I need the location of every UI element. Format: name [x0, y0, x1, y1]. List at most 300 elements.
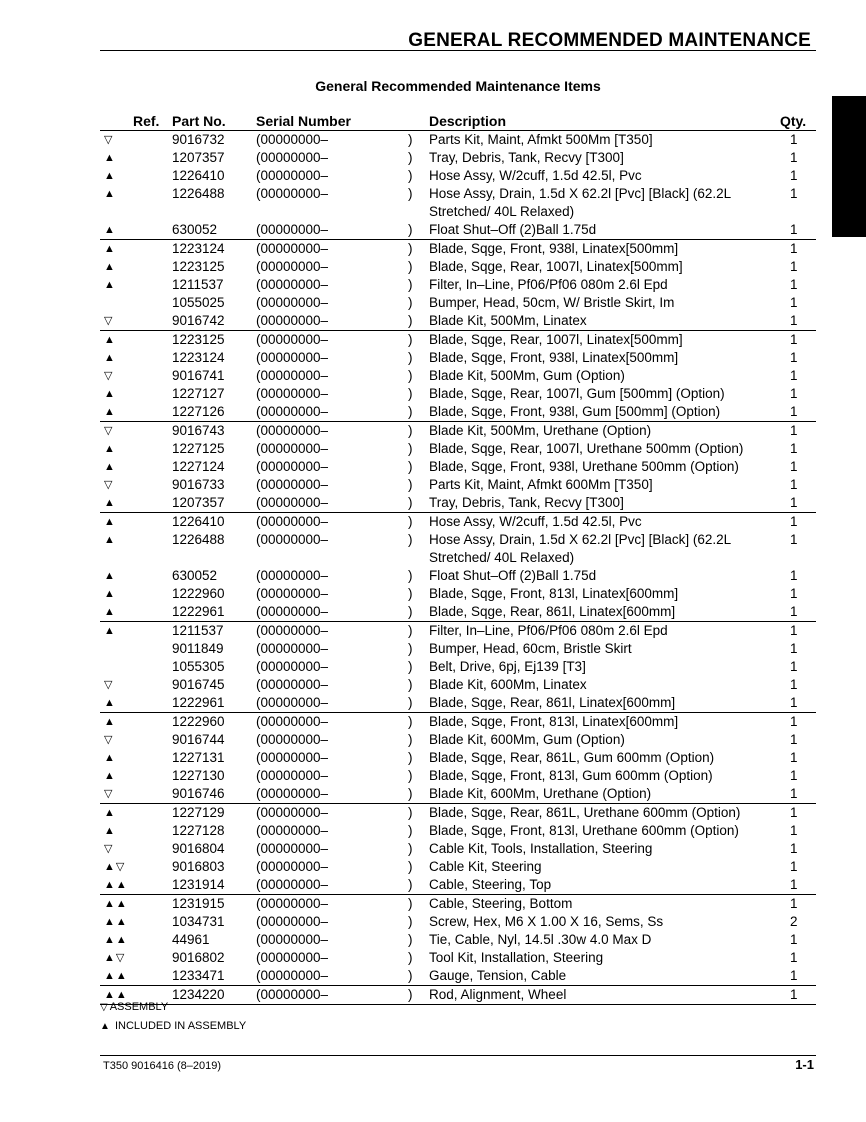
ref-symbol-icon: ▲	[104, 152, 116, 164]
table-row	[100, 149, 816, 167]
assembly-symbol-icon: ▽	[100, 1002, 108, 1013]
part-number: 1227131	[172, 750, 225, 765]
part-number: 1227125	[172, 441, 225, 456]
table-row	[100, 385, 816, 403]
part-number: 9016745	[172, 677, 225, 692]
part-number: 9016732	[172, 132, 225, 147]
part-number: 1227128	[172, 823, 225, 838]
quantity: 1	[790, 859, 798, 874]
quantity: 1	[790, 823, 798, 838]
serial-number: (00000000–	[256, 514, 329, 529]
description: Parts Kit, Maint, Afmkt 600Mm [T350]	[429, 477, 653, 492]
page-header-title: GENERAL RECOMMENDED MAINTENANCE	[408, 30, 811, 51]
quantity: 1	[790, 350, 798, 365]
quantity: 1	[790, 532, 798, 547]
table-row	[100, 894, 816, 913]
quantity: 1	[790, 313, 798, 328]
serial-number: (00000000–	[256, 259, 329, 274]
quantity: 1	[790, 968, 798, 983]
description: Hose Assy, W/2cuff, 1.5d 42.5l, Pvc	[429, 514, 642, 529]
part-number: 1227126	[172, 404, 225, 419]
serial-number: (00000000–	[256, 750, 329, 765]
table-row	[100, 640, 816, 658]
description: Blade, Sqge, Front, 813l, Urethane 600mm (Option)	[429, 823, 739, 838]
ref-symbol-icon: ▽	[104, 315, 114, 327]
table-row	[100, 531, 816, 567]
serial-close-paren: )	[408, 441, 413, 456]
quantity: 1	[790, 987, 798, 1002]
part-number: 1226410	[172, 514, 225, 529]
quantity: 1	[790, 222, 798, 237]
included-symbol-icon: ▲	[100, 1021, 110, 1032]
col-header-ref: Ref.	[133, 113, 160, 129]
ref-symbol-icon: ▲	[104, 625, 116, 637]
quantity: 1	[790, 586, 798, 601]
part-number: 1227124	[172, 459, 225, 474]
table-row	[100, 440, 816, 458]
table-row	[100, 512, 816, 531]
quantity: 1	[790, 950, 798, 965]
description: Hose Assy, Drain, 1.5d X 62.2l [Pvc] [Black] (62.2L Stretched/ 40L Relaxed)	[429, 532, 731, 565]
serial-number: (00000000–	[256, 441, 329, 456]
table-row	[100, 694, 816, 712]
part-number: 9016804	[172, 841, 225, 856]
legend	[100, 998, 246, 1036]
serial-number: (00000000–	[256, 186, 329, 201]
description: Blade, Sqge, Front, 813l, Linatex[600mm]	[429, 586, 679, 601]
parts-table	[100, 111, 816, 1005]
part-number: 1223125	[172, 332, 225, 347]
part-number: 1223124	[172, 241, 225, 256]
table-row	[100, 858, 816, 876]
serial-close-paren: )	[408, 750, 413, 765]
quantity: 1	[790, 495, 798, 510]
part-number: 9016802	[172, 950, 225, 965]
quantity: 2	[790, 914, 798, 929]
quantity: 1	[790, 423, 798, 438]
part-number: 1222961	[172, 604, 225, 619]
quantity: 1	[790, 768, 798, 783]
description: Float Shut–Off (2)Ball 1.75d	[429, 222, 597, 237]
description: Float Shut–Off (2)Ball 1.75d	[429, 568, 597, 583]
ref-symbol-icon: ▲▲	[104, 934, 128, 946]
serial-close-paren: )	[408, 459, 413, 474]
quantity: 1	[790, 186, 798, 201]
part-number: 1233471	[172, 968, 225, 983]
ref-symbol-icon: ▲▲	[104, 916, 128, 928]
serial-number: (00000000–	[256, 695, 329, 710]
quantity: 1	[790, 404, 798, 419]
serial-number: (00000000–	[256, 859, 329, 874]
part-number: 1231915	[172, 896, 225, 911]
serial-number: (00000000–	[256, 477, 329, 492]
serial-close-paren: )	[408, 386, 413, 401]
description: Blade Kit, 500Mm, Linatex	[429, 313, 587, 328]
table-row	[100, 621, 816, 640]
description: Blade, Sqge, Front, 813l, Linatex[600mm]	[429, 714, 679, 729]
description: Blade, Sqge, Front, 938l, Gum [500mm] (Option)	[429, 404, 721, 419]
table-row	[100, 603, 816, 621]
ref-symbol-icon: ▲	[104, 497, 116, 509]
table-row	[100, 712, 816, 731]
ref-symbol-icon: ▽	[104, 734, 114, 746]
quantity: 1	[790, 786, 798, 801]
quantity: 1	[790, 150, 798, 165]
serial-number: (00000000–	[256, 404, 329, 419]
ref-symbol-icon: ▲	[104, 807, 116, 819]
serial-number: (00000000–	[256, 968, 329, 983]
serial-close-paren: )	[408, 150, 413, 165]
serial-close-paren: )	[408, 859, 413, 874]
serial-number: (00000000–	[256, 313, 329, 328]
table-row	[100, 876, 816, 894]
quantity: 1	[790, 714, 798, 729]
quantity: 1	[790, 459, 798, 474]
col-header-serial-number: Serial Number	[256, 113, 351, 129]
table-row	[100, 967, 816, 985]
legend-assembly	[100, 998, 246, 1017]
part-number: 1234220	[172, 987, 225, 1002]
table-row	[100, 421, 816, 440]
ref-symbol-icon: ▲	[104, 570, 116, 582]
serial-number: (00000000–	[256, 332, 329, 347]
quantity: 1	[790, 277, 798, 292]
quantity: 1	[790, 332, 798, 347]
serial-close-paren: )	[408, 805, 413, 820]
footer-page-number: 1-1	[795, 1057, 814, 1072]
serial-number: (00000000–	[256, 623, 329, 638]
description: Blade, Sqge, Front, 813l, Gum 600mm (Option)	[429, 768, 713, 783]
serial-close-paren: )	[408, 332, 413, 347]
description: Hose Assy, Drain, 1.5d X 62.2l [Pvc] [Black] (62.2L Stretched/ 40L Relaxed)	[429, 186, 731, 219]
serial-number: (00000000–	[256, 459, 329, 474]
serial-number: (00000000–	[256, 586, 329, 601]
quantity: 1	[790, 386, 798, 401]
ref-symbol-icon: ▲	[104, 461, 116, 473]
serial-close-paren: )	[408, 313, 413, 328]
serial-number: (00000000–	[256, 295, 329, 310]
ref-symbol-icon: ▲	[104, 588, 116, 600]
ref-symbol-icon: ▲	[104, 697, 116, 709]
footer-rule	[100, 1055, 816, 1056]
description: Bumper, Head, 50cm, W/ Bristle Skirt, Im	[429, 295, 675, 310]
section-tab-marker	[832, 96, 866, 237]
part-number: 1227129	[172, 805, 225, 820]
quantity: 1	[790, 641, 798, 656]
serial-close-paren: )	[408, 423, 413, 438]
ref-symbol-icon: ▲	[104, 825, 116, 837]
part-number: 1226488	[172, 186, 225, 201]
ref-symbol-icon: ▲	[104, 443, 116, 455]
part-number: 1055305	[172, 659, 225, 674]
description: Bumper, Head, 60cm, Bristle Skirt	[429, 641, 632, 656]
description: Rod, Alignment, Wheel	[429, 987, 567, 1002]
part-number: 9016742	[172, 313, 225, 328]
serial-number: (00000000–	[256, 823, 329, 838]
description: Blade Kit, 600Mm, Urethane (Option)	[429, 786, 652, 801]
serial-close-paren: )	[408, 641, 413, 656]
table-row	[100, 931, 816, 949]
serial-number: (00000000–	[256, 932, 329, 947]
header-rule	[100, 50, 816, 51]
serial-close-paren: )	[408, 532, 413, 547]
serial-close-paren: )	[408, 896, 413, 911]
description: Cable Kit, Tools, Installation, Steering	[429, 841, 653, 856]
section-title: General Recommended Maintenance Items	[315, 78, 601, 94]
ref-symbol-icon: ▲	[104, 170, 116, 182]
description: Cable, Steering, Bottom	[429, 896, 573, 911]
ref-symbol-icon: ▽	[104, 479, 114, 491]
serial-close-paren: )	[408, 259, 413, 274]
description: Blade, Sqge, Front, 938l, Linatex[500mm]	[429, 350, 679, 365]
serial-number: (00000000–	[256, 950, 329, 965]
serial-number: (00000000–	[256, 132, 329, 147]
serial-close-paren: )	[408, 768, 413, 783]
ref-symbol-icon: ▲▽	[104, 952, 126, 964]
ref-symbol-icon: ▲	[104, 279, 116, 291]
footer-document-id: T350 9016416 (8–2019)	[103, 1060, 222, 1072]
part-number: 9016744	[172, 732, 225, 747]
quantity: 1	[790, 477, 798, 492]
table-header	[100, 111, 816, 130]
quantity: 1	[790, 514, 798, 529]
description: Tray, Debris, Tank, Recvy [T300]	[429, 150, 624, 165]
serial-close-paren: )	[408, 495, 413, 510]
part-number: 1227130	[172, 768, 225, 783]
description: Cable Kit, Steering	[429, 859, 542, 874]
serial-number: (00000000–	[256, 987, 329, 1002]
description: Cable, Steering, Top	[429, 877, 552, 892]
serial-close-paren: )	[408, 714, 413, 729]
table-row	[100, 367, 816, 385]
table-row	[100, 330, 816, 349]
description: Gauge, Tension, Cable	[429, 968, 567, 983]
ref-symbol-icon: ▲	[104, 752, 116, 764]
serial-number: (00000000–	[256, 368, 329, 383]
serial-number: (00000000–	[256, 896, 329, 911]
quantity: 1	[790, 896, 798, 911]
serial-number: (00000000–	[256, 423, 329, 438]
description: Tool Kit, Installation, Steering	[429, 950, 604, 965]
description: Blade, Sqge, Rear, 861L, Gum 600mm (Option)	[429, 750, 715, 765]
description: Blade, Sqge, Rear, 1007l, Gum [500mm] (Option)	[429, 386, 725, 401]
serial-close-paren: )	[408, 241, 413, 256]
description: Blade, Sqge, Rear, 1007l, Linatex[500mm]	[429, 259, 683, 274]
ref-symbol-icon: ▲	[104, 334, 116, 346]
table-row	[100, 294, 816, 312]
description: Blade, Sqge, Rear, 1007l, Urethane 500mm (Option)	[429, 441, 744, 456]
ref-symbol-icon: ▲	[104, 243, 116, 255]
ref-symbol-icon: ▽	[104, 788, 114, 800]
part-number: 1207357	[172, 495, 225, 510]
quantity: 1	[790, 877, 798, 892]
serial-number: (00000000–	[256, 877, 329, 892]
part-number: 1227127	[172, 386, 225, 401]
serial-close-paren: )	[408, 950, 413, 965]
ref-symbol-icon: ▲	[104, 388, 116, 400]
ref-symbol-icon: ▲	[104, 516, 116, 528]
ref-symbol-icon: ▲▲	[104, 898, 128, 910]
description: Blade, Sqge, Rear, 861l, Linatex[600mm]	[429, 604, 676, 619]
description: Filter, In–Line, Pf06/Pf06 080m 2.6l Epd	[429, 277, 668, 292]
quantity: 1	[790, 132, 798, 147]
table-row	[100, 312, 816, 330]
part-number: 1231914	[172, 877, 225, 892]
ref-symbol-icon: ▽	[104, 425, 114, 437]
description: Blade, Sqge, Rear, 1007l, Linatex[500mm]	[429, 332, 683, 347]
serial-close-paren: )	[408, 514, 413, 529]
quantity: 1	[790, 732, 798, 747]
serial-number: (00000000–	[256, 568, 329, 583]
serial-close-paren: )	[408, 841, 413, 856]
ref-symbol-icon: ▽	[104, 679, 114, 691]
table-row	[100, 803, 816, 822]
description: Filter, In–Line, Pf06/Pf06 080m 2.6l Epd	[429, 623, 668, 638]
quantity: 1	[790, 805, 798, 820]
table-row	[100, 185, 816, 221]
serial-number: (00000000–	[256, 841, 329, 856]
serial-number: (00000000–	[256, 241, 329, 256]
part-number: 1211537	[172, 277, 224, 292]
serial-number: (00000000–	[256, 222, 329, 237]
ref-symbol-icon: ▲	[104, 352, 116, 364]
serial-close-paren: )	[408, 932, 413, 947]
table-row	[100, 276, 816, 294]
table-row	[100, 676, 816, 694]
ref-symbol-icon: ▲	[104, 406, 116, 418]
serial-number: (00000000–	[256, 168, 329, 183]
ref-symbol-icon: ▲	[104, 224, 116, 236]
description: Blade Kit, 500Mm, Urethane (Option)	[429, 423, 652, 438]
part-number: 1222960	[172, 714, 225, 729]
part-number: 1207357	[172, 150, 225, 165]
serial-number: (00000000–	[256, 732, 329, 747]
ref-symbol-icon: ▲	[104, 261, 116, 273]
serial-number: (00000000–	[256, 714, 329, 729]
quantity: 1	[790, 677, 798, 692]
quantity: 1	[790, 841, 798, 856]
serial-number: (00000000–	[256, 350, 329, 365]
serial-close-paren: )	[408, 823, 413, 838]
description: Blade, Sqge, Rear, 861L, Urethane 600mm (Option)	[429, 805, 741, 820]
legend-included-text: INCLUDED IN ASSEMBLY	[114, 1020, 247, 1032]
part-number: 1226410	[172, 168, 225, 183]
serial-close-paren: )	[408, 568, 413, 583]
table-row	[100, 258, 816, 276]
serial-close-paren: )	[408, 350, 413, 365]
quantity: 1	[790, 368, 798, 383]
ref-symbol-icon: ▲	[104, 716, 116, 728]
table-body	[100, 131, 816, 1004]
table-row	[100, 567, 816, 585]
serial-close-paren: )	[408, 222, 413, 237]
serial-number: (00000000–	[256, 150, 329, 165]
table-row	[100, 239, 816, 258]
description: Blade, Sqge, Rear, 861l, Linatex[600mm]	[429, 695, 676, 710]
quantity: 1	[790, 623, 798, 638]
serial-close-paren: )	[408, 968, 413, 983]
serial-number: (00000000–	[256, 677, 329, 692]
serial-close-paren: )	[408, 586, 413, 601]
ref-symbol-icon: ▽	[104, 370, 114, 382]
ref-symbol-icon: ▲	[104, 534, 116, 546]
description: Belt, Drive, 6pj, Ej139 [T3]	[429, 659, 586, 674]
serial-close-paren: )	[408, 914, 413, 929]
table-row	[100, 913, 816, 931]
legend-assembly-text: ASSEMBLY	[109, 1001, 169, 1013]
ref-symbol-icon: ▲▲	[104, 970, 128, 982]
serial-close-paren: )	[408, 677, 413, 692]
serial-close-paren: )	[408, 295, 413, 310]
table-row	[100, 221, 816, 239]
serial-close-paren: )	[408, 786, 413, 801]
serial-number: (00000000–	[256, 914, 329, 929]
table-row	[100, 731, 816, 749]
description: Parts Kit, Maint, Afmkt 500Mm [T350]	[429, 132, 653, 147]
quantity: 1	[790, 441, 798, 456]
table-row	[100, 131, 816, 149]
table-row	[100, 822, 816, 840]
quantity: 1	[790, 168, 798, 183]
serial-number: (00000000–	[256, 604, 329, 619]
part-number: 9016743	[172, 423, 225, 438]
part-number: 44961	[172, 932, 210, 947]
part-number: 9016733	[172, 477, 225, 492]
part-number: 1222961	[172, 695, 225, 710]
part-number: 630052	[172, 568, 218, 583]
quantity: 1	[790, 604, 798, 619]
legend-included	[100, 1017, 246, 1036]
quantity: 1	[790, 241, 798, 256]
table-row	[100, 949, 816, 967]
table-row	[100, 167, 816, 185]
serial-number: (00000000–	[256, 277, 329, 292]
part-number: 9016746	[172, 786, 225, 801]
serial-close-paren: )	[408, 659, 413, 674]
serial-number: (00000000–	[256, 532, 329, 547]
part-number: 9016803	[172, 859, 225, 874]
serial-close-paren: )	[408, 604, 413, 619]
table-row	[100, 349, 816, 367]
ref-symbol-icon: ▲	[104, 770, 116, 782]
table-row	[100, 658, 816, 676]
serial-close-paren: )	[408, 368, 413, 383]
ref-symbol-icon: ▲	[104, 606, 116, 618]
part-number: 1211537	[172, 623, 224, 638]
serial-close-paren: )	[408, 132, 413, 147]
serial-close-paren: )	[408, 877, 413, 892]
description: Screw, Hex, M6 X 1.00 X 16, Sems, Ss	[429, 914, 664, 929]
serial-number: (00000000–	[256, 805, 329, 820]
serial-close-paren: )	[408, 168, 413, 183]
col-header-part-no: Part No.	[172, 113, 226, 129]
description: Blade Kit, 600Mm, Gum (Option)	[429, 732, 625, 747]
serial-close-paren: )	[408, 277, 413, 292]
table-row	[100, 494, 816, 512]
table-row	[100, 476, 816, 494]
part-number: 1223124	[172, 350, 225, 365]
ref-symbol-icon: ▽	[104, 134, 114, 146]
serial-close-paren: )	[408, 186, 413, 201]
serial-number: (00000000–	[256, 786, 329, 801]
table-row	[100, 840, 816, 858]
ref-symbol-icon: ▽	[104, 843, 114, 855]
table-row	[100, 785, 816, 803]
quantity: 1	[790, 659, 798, 674]
col-header-description: Description	[429, 113, 507, 129]
serial-number: (00000000–	[256, 641, 329, 656]
serial-close-paren: )	[408, 695, 413, 710]
